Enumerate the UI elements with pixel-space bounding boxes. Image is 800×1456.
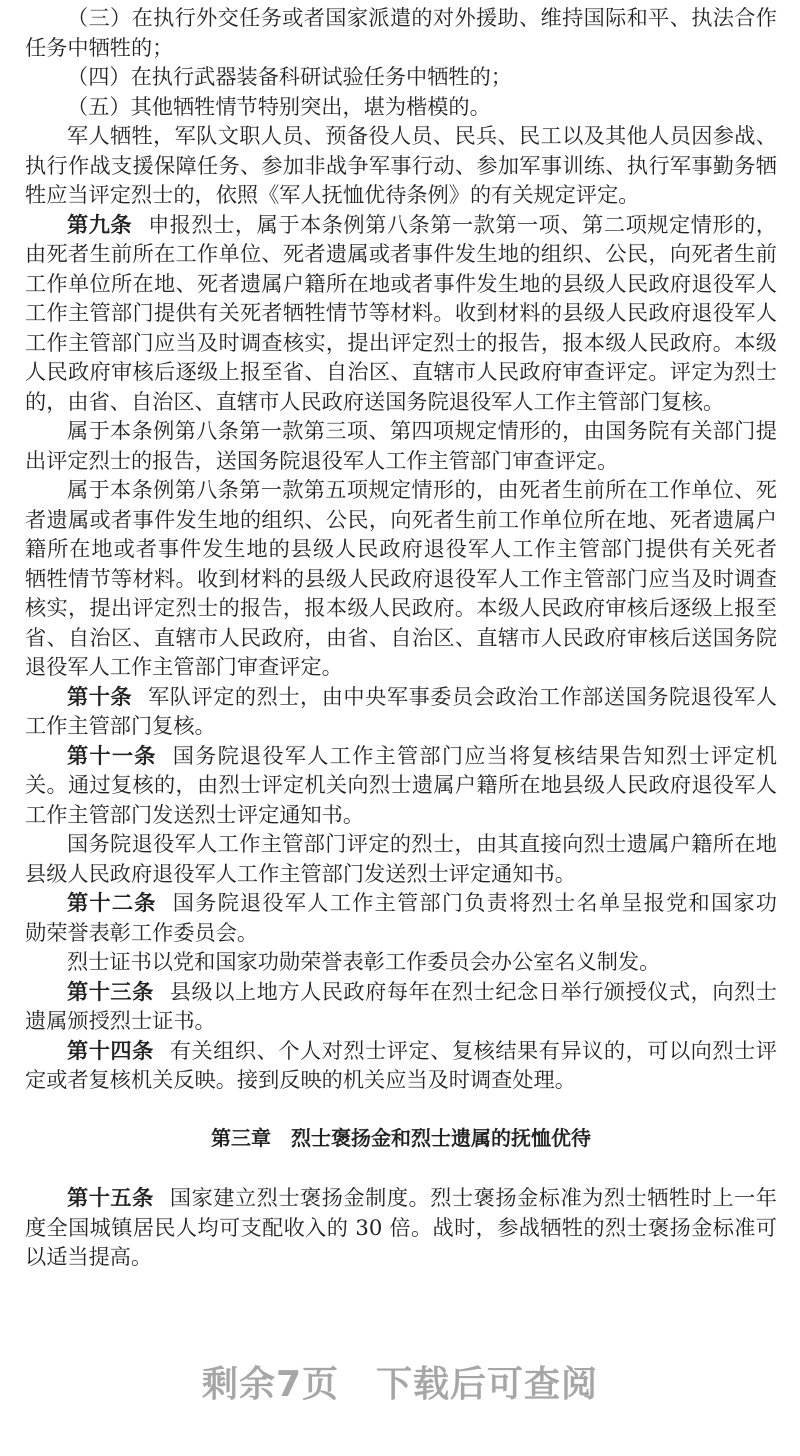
article-paragraph	[25, 682, 777, 741]
text-line	[25, 564, 777, 594]
line-text: 出评定烈士的报告，送国务院退役军人工作主管部门审查评定。	[25, 447, 619, 473]
line-text: 省、自治区、直辖市人民政府，由省、自治区、直辖市人民政府审核后送国务院	[25, 624, 777, 650]
line-text: 勋荣誉表彰工作委员会。	[25, 919, 259, 945]
line-text: 属于本条例第八条第一款第三项、第四项规定情形的，由国务院有关部门提	[67, 418, 777, 443]
line-text: 工作主管部门发送烈士评定通知书。	[25, 801, 365, 827]
line-text: 执行作战支援保障任务、参加非战争军事行动、参加军事训练、执行军事勤务牺	[25, 152, 777, 178]
article-number: 第十二条	[67, 890, 157, 915]
text-line	[25, 623, 777, 653]
line-text: 工作单位所在地、死者遗属户籍所在地或者事件发生地的县级人民政府退役军人	[25, 270, 777, 296]
text-line	[25, 357, 777, 387]
article-paragraph	[25, 888, 777, 947]
line-text: （三）在执行外交任务或者国家派遣的对外援助、维持国际和平、执法合作	[67, 5, 777, 30]
line-text: （四）在执行武器装备科研试验任务中牺牲的；	[67, 64, 512, 89]
line-text: 籍所在地或者事件发生地的县级人民政府退役军人工作主管部门提供有关死者	[25, 536, 777, 561]
text-line	[25, 446, 777, 476]
paragraph	[25, 947, 777, 977]
text-line	[25, 3, 777, 33]
paragraph	[25, 829, 777, 888]
blank-line	[25, 1154, 777, 1184]
line-text: 属于本条例第八条第一款第五项规定情形的，由死者生前所在工作单位、死	[67, 477, 777, 502]
line-text: 国务院退役军人工作主管部门应当将复核结果告知烈士评定机	[172, 742, 777, 768]
line-text: （五）其他牺牲情节特别突出，堪为楷模的。	[67, 93, 491, 119]
text-line	[25, 1036, 777, 1066]
article-number: 第十四条	[67, 1037, 154, 1063]
line-text: 国务院退役军人工作主管部门负责将烈士名单呈报党和国家功	[172, 890, 777, 915]
article-paragraph	[25, 1183, 777, 1272]
text-line	[25, 387, 777, 417]
article-number: 第十五条	[67, 1185, 154, 1210]
line-text: 定或者复核机关反映。接到反映的机关应当及时调查处理。	[25, 1067, 576, 1092]
line-text: 关。通过复核的，由烈士评定机关向烈士遗属户籍所在地县级人民政府退役军人	[25, 772, 777, 797]
download-prompt[interactable]: 剩余7页 下载后可查阅	[201, 1364, 599, 1405]
line-text: 由死者生前所在工作单位、死者遗属或者事件发生地的组织、公民，向死者生前	[25, 241, 777, 266]
text-line	[25, 269, 777, 299]
line-text: 国务院退役军人工作主管部门评定的烈士，由其直接向烈士遗属户籍所在地	[67, 831, 777, 856]
text-line	[25, 33, 777, 63]
text-line	[25, 1183, 777, 1213]
paragraph	[25, 62, 777, 92]
text-line	[25, 947, 777, 977]
article-paragraph	[25, 210, 777, 417]
text-line	[25, 977, 777, 1007]
line-text: 申报烈士，属于本条例第八条第一款第一项、第二项规定情形的，	[148, 211, 777, 237]
text-line	[25, 1213, 777, 1243]
line-text: 军队评定的烈士，由中央军事委员会政治工作部送国务院退役军人	[148, 683, 777, 709]
blank-line	[25, 1095, 777, 1125]
text-line	[25, 593, 777, 623]
article-number: 第十一条	[67, 742, 157, 768]
line-text: 遗属颁授烈士证书。	[25, 1008, 216, 1033]
line-text: 核实，提出评定烈士的报告，报本级人民政府。本级人民政府审核后逐级上报至	[25, 595, 777, 620]
paragraph	[25, 475, 777, 682]
text-line	[25, 505, 777, 535]
line-text: 牺牲情节等材料。收到材料的县级人民政府退役军人工作主管部门应当及时调查	[25, 565, 777, 591]
line-text: 军人牺牲，军队文职人员、预备役人员、民兵、民工以及其他人员因参战、	[67, 123, 777, 148]
article-number: 第九条	[67, 211, 133, 237]
text-line	[25, 92, 777, 122]
article-number: 第十条	[67, 683, 133, 709]
text-line	[25, 180, 777, 210]
line-text: 任务中牺牲的；	[25, 34, 174, 60]
article-paragraph	[25, 741, 777, 830]
text-line	[25, 682, 777, 712]
line-text: 工作主管部门提供有关死者牺牲情节等材料。收到材料的县级人民政府退役军人	[25, 300, 777, 325]
text-line	[25, 416, 777, 446]
text-line	[25, 298, 777, 328]
line-text: 工作主管部门应当及时调查核实，提出评定烈士的报告，报本级人民政府。本级	[25, 329, 777, 355]
line-text: 烈士证书以党和国家功勋荣誉表彰工作委员会办公室名义制发。	[67, 949, 661, 974]
text-line	[25, 151, 777, 181]
line-text: 人民政府审核后逐级上报至省、自治区、直辖市人民政府审查评定。评定为烈士	[25, 359, 777, 384]
text-line	[25, 62, 777, 92]
text-line	[25, 121, 777, 151]
text-line	[25, 328, 777, 358]
text-line	[25, 1242, 777, 1272]
text-line	[25, 475, 777, 505]
text-line	[25, 741, 777, 771]
paragraph	[25, 121, 777, 210]
article-number: 第十三条	[67, 978, 154, 1004]
text-line	[25, 829, 777, 859]
text-line	[25, 859, 777, 889]
chapter-heading: 第三章 烈士褒扬金和烈士遗属的抚恤优待	[211, 1126, 591, 1150]
text-line	[25, 1065, 777, 1095]
text-line	[25, 800, 777, 830]
line-text: 者遗属或者事件发生地的组织、公民，向死者生前工作单位所在地、死者遗属户	[25, 506, 777, 532]
text-line	[25, 239, 777, 269]
line-text: 国家建立烈士褒扬金制度。烈士褒扬金标准为烈士牺牲时上一年	[169, 1185, 777, 1210]
line-text: 度全国城镇居民人均可支配收入的 30 倍。战时，参战牺牲的烈士褒扬金标准可	[25, 1214, 777, 1240]
document-body	[25, 3, 777, 1272]
line-text: 以适当提高。	[25, 1244, 153, 1269]
line-text: 退役军人工作主管部门审查评定。	[25, 654, 343, 679]
article-paragraph	[25, 1036, 777, 1095]
text-line	[25, 534, 777, 564]
article-paragraph	[25, 977, 777, 1036]
paragraph	[25, 92, 777, 122]
text-line	[25, 918, 777, 948]
text-line	[25, 652, 777, 682]
text-line	[25, 888, 777, 918]
text-line	[25, 711, 777, 741]
line-text: 的，由省、自治区、直辖市人民政府送国务院退役军人工作主管部门复核。	[25, 388, 725, 414]
line-text: 工作主管部门复核。	[25, 713, 216, 738]
line-text: 县级以上地方人民政府每年在烈士纪念日举行颁授仪式，向烈士	[169, 978, 777, 1004]
text-line	[25, 1006, 777, 1036]
line-text: 牲应当评定烈士的，依照《军人抚恤优待条例》的有关规定评定。	[25, 182, 640, 207]
paragraph	[25, 3, 777, 62]
paragraph	[25, 416, 777, 475]
line-text: 县级人民政府退役军人工作主管部门发送烈士评定通知书。	[25, 860, 576, 886]
line-text: 有关组织、个人对烈士评定、复核结果有异议的，可以向烈士评	[169, 1037, 777, 1063]
text-line	[25, 770, 777, 800]
text-line	[25, 210, 777, 240]
